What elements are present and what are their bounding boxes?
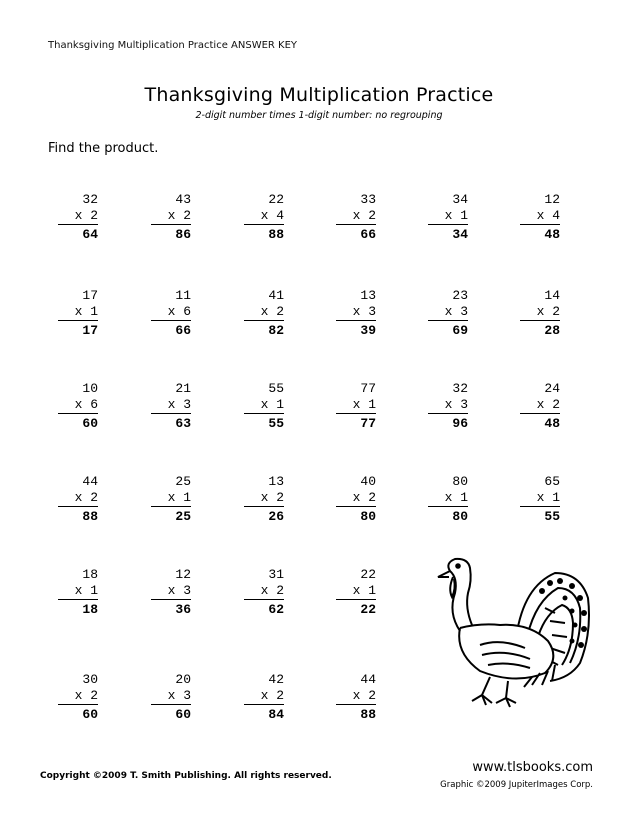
problem-3-6 <box>520 381 560 432</box>
problem-multiplier: x 3 <box>336 304 376 321</box>
problem-1-3 <box>244 192 284 243</box>
problem-multiplier: x 2 <box>520 304 560 321</box>
problem-5-4 <box>336 567 376 618</box>
header-note: Thanksgiving Multiplication Practice ANSWER KEY <box>48 40 298 51</box>
problem-multiplier: x 2 <box>151 208 191 225</box>
problem-multiplier: x 2 <box>58 688 98 705</box>
problem-top-number: 41 <box>268 288 284 303</box>
problem-multiplier: x 2 <box>244 583 284 600</box>
problem-multiplier: x 1 <box>428 490 468 507</box>
problem-answer: 86 <box>175 227 191 242</box>
problem-answer: 82 <box>268 323 284 338</box>
problem-top-number: 44 <box>82 474 98 489</box>
problem-top-number: 24 <box>544 381 560 396</box>
problem-multiplier: x 1 <box>428 208 468 225</box>
problem-top-number: 32 <box>82 192 98 207</box>
problem-top-number: 18 <box>82 567 98 582</box>
problem-answer: 22 <box>360 602 376 617</box>
problem-answer: 66 <box>175 323 191 338</box>
problem-top-number: 34 <box>452 192 468 207</box>
problem-multiplier: x 2 <box>244 490 284 507</box>
problem-multiplier: x 2 <box>244 688 284 705</box>
problem-answer: 66 <box>360 227 376 242</box>
problem-4-2 <box>151 474 191 525</box>
problem-top-number: 43 <box>175 192 191 207</box>
copyright-text: Copyright ©2009 T. Smith Publishing. All rights reserved. <box>40 771 332 781</box>
problem-answer: 60 <box>175 707 191 722</box>
problem-answer: 25 <box>175 509 191 524</box>
problem-answer: 48 <box>544 416 560 431</box>
problem-answer: 26 <box>268 509 284 524</box>
problem-multiplier: x 3 <box>428 304 468 321</box>
instruction-text: Find the product. <box>48 141 159 156</box>
problem-answer: 60 <box>82 707 98 722</box>
problem-1-4 <box>336 192 376 243</box>
problem-top-number: 30 <box>82 672 98 687</box>
problem-multiplier: x 1 <box>336 397 376 414</box>
problem-multiplier: x 1 <box>336 583 376 600</box>
problem-answer: 18 <box>82 602 98 617</box>
problem-multiplier: x 1 <box>151 490 191 507</box>
problem-multiplier: x 2 <box>244 304 284 321</box>
problem-answer: 77 <box>360 416 376 431</box>
problem-top-number: 11 <box>175 288 191 303</box>
problem-top-number: 32 <box>452 381 468 396</box>
problem-top-number: 23 <box>452 288 468 303</box>
problem-top-number: 20 <box>175 672 191 687</box>
problem-multiplier: x 1 <box>520 490 560 507</box>
problem-multiplier: x 2 <box>336 208 376 225</box>
problem-3-4 <box>336 381 376 432</box>
problem-5-3 <box>244 567 284 618</box>
problem-top-number: 42 <box>268 672 284 687</box>
problem-multiplier: x 3 <box>428 397 468 414</box>
problem-answer: 48 <box>544 227 560 242</box>
problem-answer: 80 <box>452 509 468 524</box>
problem-answer: 96 <box>452 416 468 431</box>
problem-top-number: 25 <box>175 474 191 489</box>
problem-2-3 <box>244 288 284 339</box>
problem-6-1 <box>58 672 98 723</box>
problem-top-number: 13 <box>360 288 376 303</box>
problem-answer: 34 <box>452 227 468 242</box>
problem-top-number: 10 <box>82 381 98 396</box>
problem-6-3 <box>244 672 284 723</box>
problem-answer: 88 <box>268 227 284 242</box>
problem-answer: 55 <box>268 416 284 431</box>
problem-4-3 <box>244 474 284 525</box>
problem-top-number: 21 <box>175 381 191 396</box>
problem-answer: 63 <box>175 416 191 431</box>
problem-3-3 <box>244 381 284 432</box>
problem-multiplier: x 1 <box>244 397 284 414</box>
problem-5-1 <box>58 567 98 618</box>
problem-4-1 <box>58 474 98 525</box>
page-subtitle: 2-digit number times 1-digit number: no regrouping <box>195 110 443 121</box>
problem-top-number: 22 <box>268 192 284 207</box>
problem-1-6 <box>520 192 560 243</box>
problem-answer: 69 <box>452 323 468 338</box>
problem-multiplier: x 4 <box>244 208 284 225</box>
problem-top-number: 40 <box>360 474 376 489</box>
problem-top-number: 12 <box>175 567 191 582</box>
turkey-icon <box>420 553 590 708</box>
problem-multiplier: x 3 <box>151 688 191 705</box>
problem-answer: 64 <box>82 227 98 242</box>
problem-top-number: 80 <box>452 474 468 489</box>
problem-1-5 <box>428 192 468 243</box>
problem-answer: 80 <box>360 509 376 524</box>
problem-top-number: 12 <box>544 192 560 207</box>
problem-multiplier: x 3 <box>151 583 191 600</box>
problem-answer: 84 <box>268 707 284 722</box>
problem-answer: 36 <box>175 602 191 617</box>
problem-answer: 62 <box>268 602 284 617</box>
problem-3-1 <box>58 381 98 432</box>
problem-2-4 <box>336 288 376 339</box>
problem-answer: 28 <box>544 323 560 338</box>
problem-answer: 88 <box>360 707 376 722</box>
problem-3-2 <box>151 381 191 432</box>
problem-top-number: 65 <box>544 474 560 489</box>
problem-top-number: 17 <box>82 288 98 303</box>
page-title: Thanksgiving Multiplication Practice <box>144 84 494 106</box>
problem-5-2 <box>151 567 191 618</box>
problem-1-1 <box>58 192 98 243</box>
problem-multiplier: x 6 <box>58 397 98 414</box>
problem-answer: 60 <box>82 416 98 431</box>
problem-6-4 <box>336 672 376 723</box>
problem-3-5 <box>428 381 468 432</box>
problem-6-2 <box>151 672 191 723</box>
problem-multiplier: x 2 <box>58 208 98 225</box>
problem-2-2 <box>151 288 191 339</box>
problem-multiplier: x 2 <box>336 688 376 705</box>
problem-1-2 <box>151 192 191 243</box>
problem-top-number: 14 <box>544 288 560 303</box>
problem-2-1 <box>58 288 98 339</box>
problem-top-number: 44 <box>360 672 376 687</box>
problem-top-number: 77 <box>360 381 376 396</box>
footer-url: www.tlsbooks.com <box>472 760 593 775</box>
problem-4-6 <box>520 474 560 525</box>
graphic-credit: Graphic ©2009 JupiterImages Corp. <box>440 780 593 790</box>
problem-multiplier: x 3 <box>151 397 191 414</box>
problem-multiplier: x 6 <box>151 304 191 321</box>
problem-top-number: 55 <box>268 381 284 396</box>
problem-4-5 <box>428 474 468 525</box>
problem-top-number: 13 <box>268 474 284 489</box>
problem-multiplier: x 1 <box>58 583 98 600</box>
problem-multiplier: x 2 <box>336 490 376 507</box>
problem-answer: 39 <box>360 323 376 338</box>
problem-top-number: 22 <box>360 567 376 582</box>
problem-multiplier: x 2 <box>520 397 560 414</box>
problem-answer: 55 <box>544 509 560 524</box>
problem-answer: 88 <box>82 509 98 524</box>
problem-multiplier: x 4 <box>520 208 560 225</box>
problem-2-5 <box>428 288 468 339</box>
problem-multiplier: x 1 <box>58 304 98 321</box>
problem-2-6 <box>520 288 560 339</box>
problem-top-number: 31 <box>268 567 284 582</box>
problem-answer: 17 <box>82 323 98 338</box>
problem-4-4 <box>336 474 376 525</box>
problem-top-number: 33 <box>360 192 376 207</box>
problem-multiplier: x 2 <box>58 490 98 507</box>
